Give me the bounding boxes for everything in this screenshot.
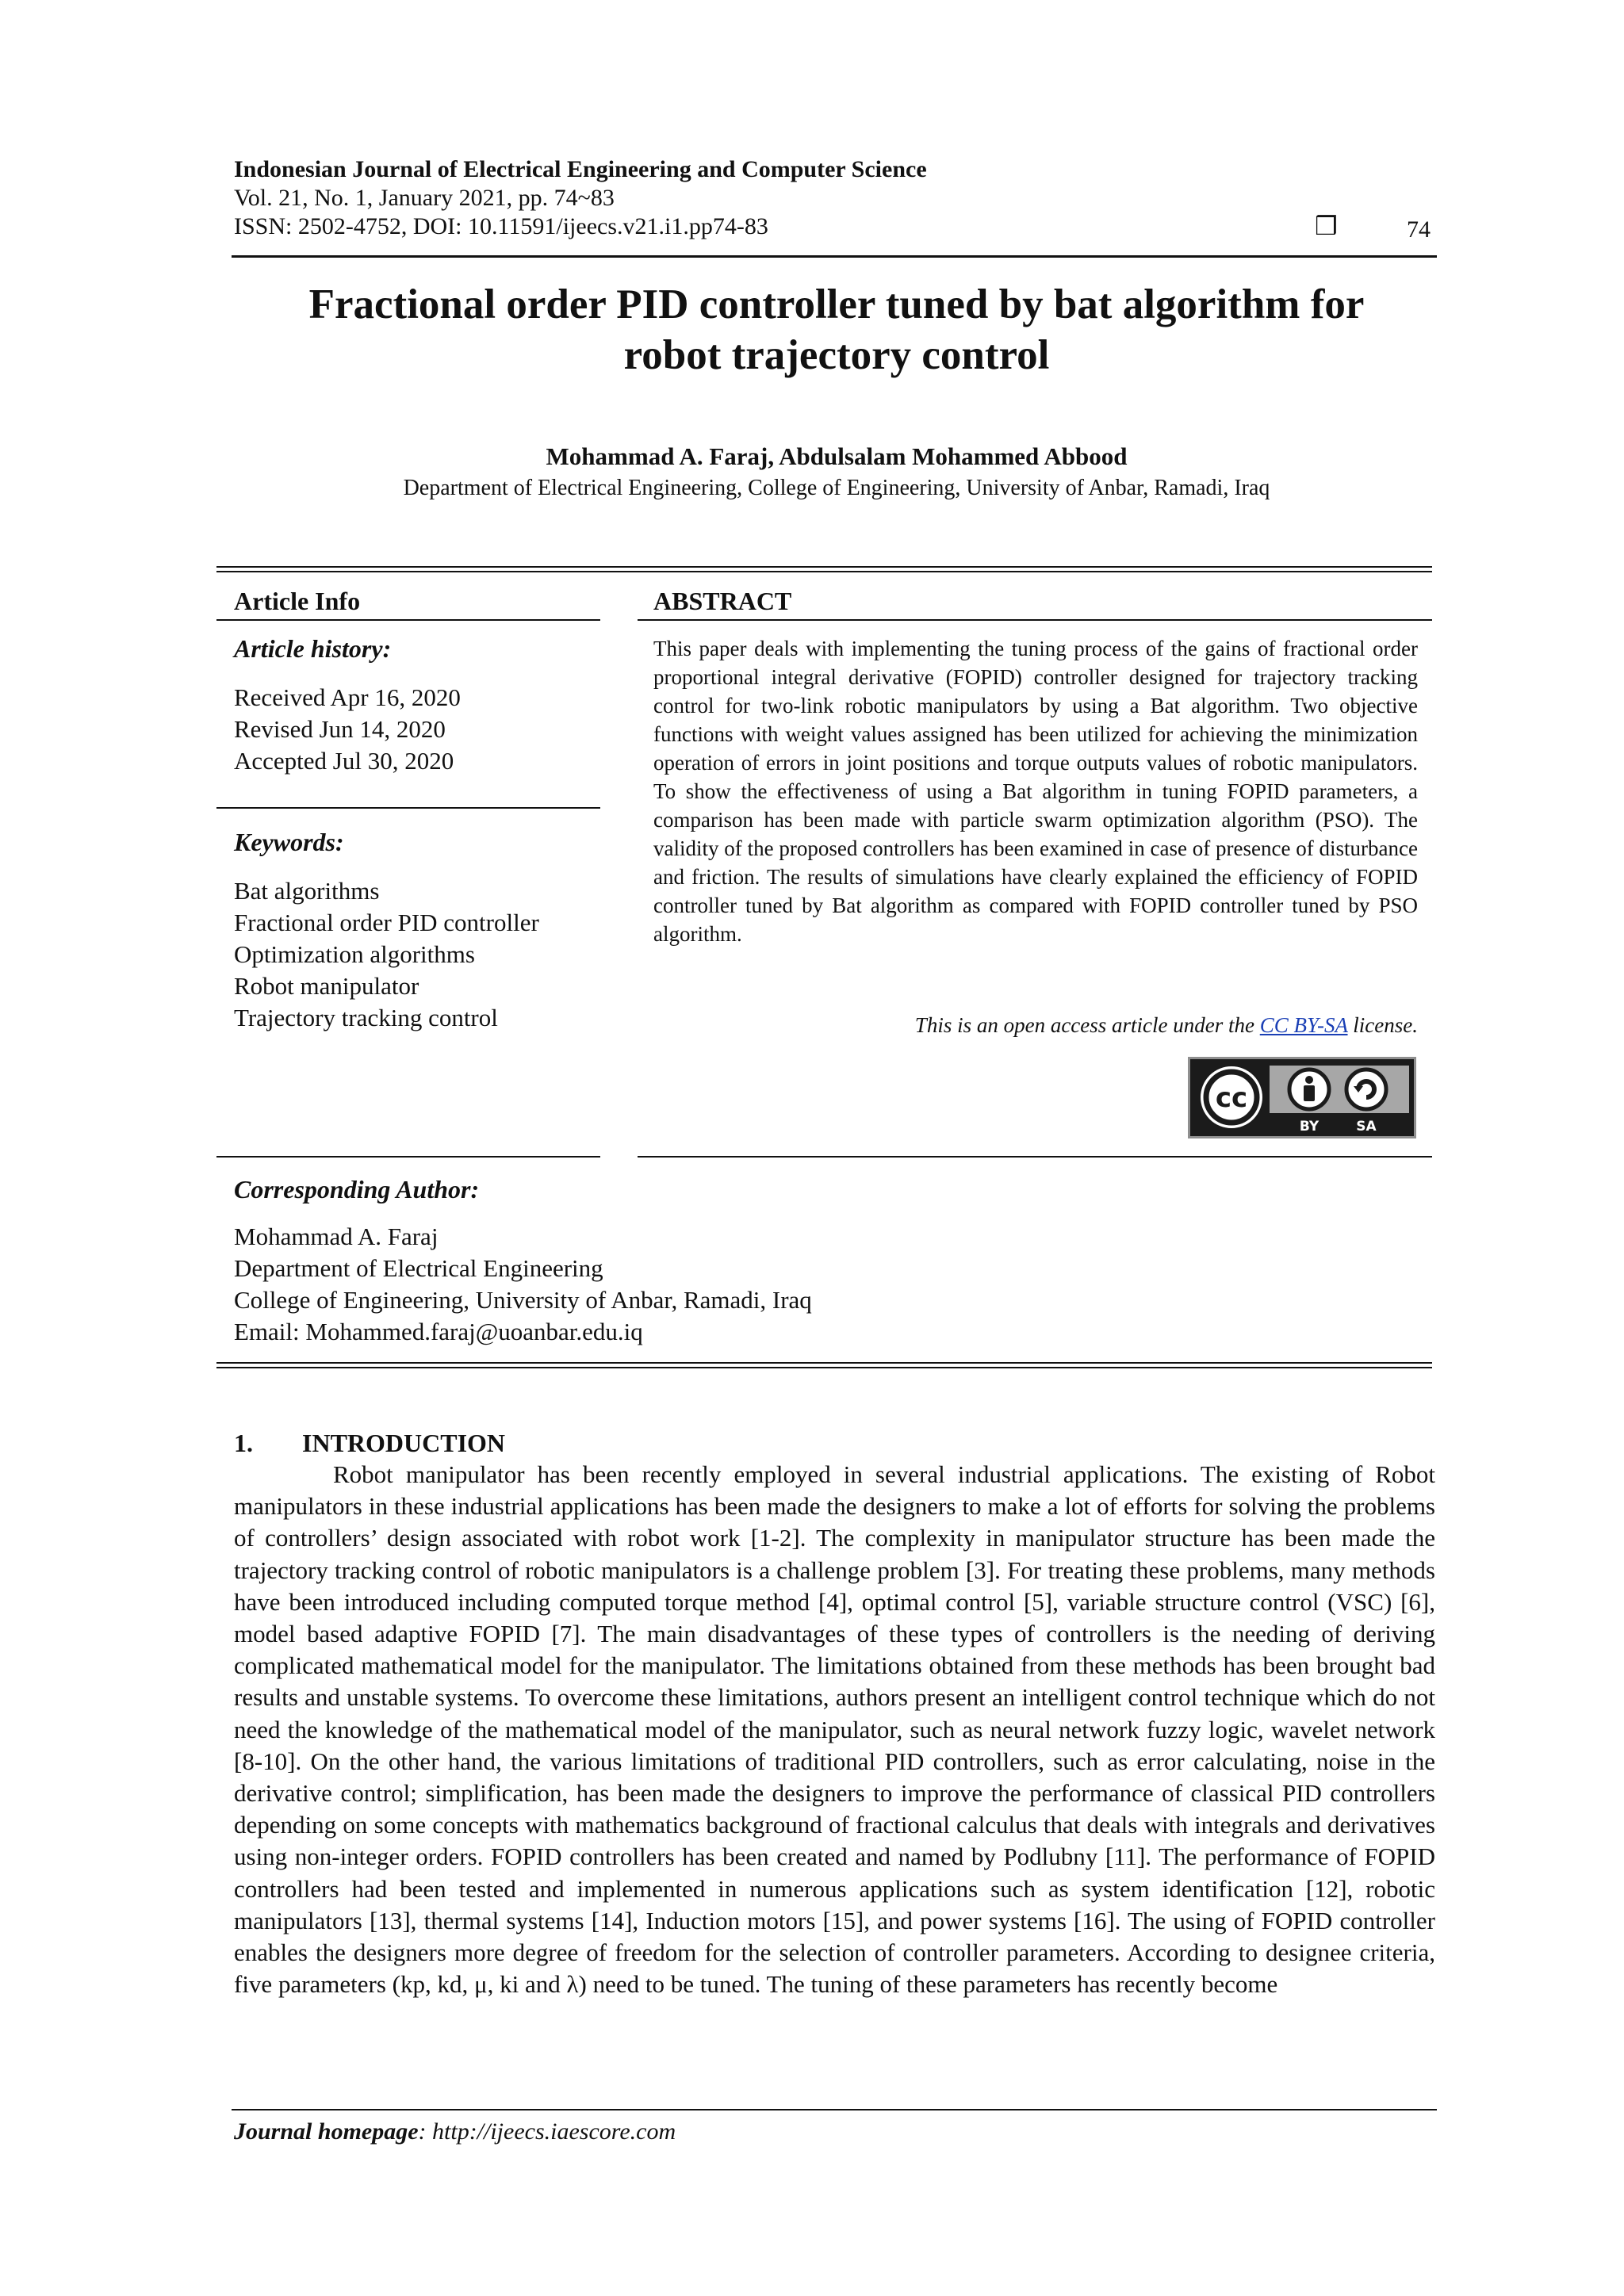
- introduction-paragraph: Robot manipulator has been recently employed in several industrial applications. The existing of Robot manipulators in these industrial applications has been made the designers to make a lot of efforts for solving the problems of controllers’ design associated with robot work [1-2]. The complexity in manipulator structure has been made the trajectory tracking control of robotic manipulators is a challenge problem [3]. For treating these problems, many methods have been introduced including computed torque method [4], optimal control [5], variable structure control (VSC) [6], model based adaptive FOPID [7]. The main disadvantages of these types of controllers is the needing of deriving complicated mathematical model for the manipulator. The limitations obtained from these methods has been brought bad results and unstable systems. To overcome these limitations, authors present an intelligent control technique which do not need the knowledge of the mathematical model of the manipulator, such as neural network fuzzy logic, wavelet network [8-10]. On the other hand, the various limitations of traditional PID controllers, such as error calculating, noise in the derivative control; simplification, has been made the designers to improve the performance of classical PID controllers depending on some concepts with mathematics background of fractional calculus that deals with integrals and derivatives using non-integer orders. FOPID controllers has been created and named by Podlubny [11]. The performance of FOPID controllers had been tested and implemented in numerous applications such as system identification [12], robotic manipulators [13], thermal systems [14], Induction motors [15], and power systems [16]. The using of FOPID controller enables the designers more degree of freedom for the selection of controller parameters. According to designee criteria, five parameters (kp, kd, μ, ki and λ) need to be tuned. The tuning of these parameters has recently become: [234, 1460, 1435, 1999]
- title-line-1: Fractional order PID controller tuned by bat algorithm for: [308, 281, 1365, 327]
- title-line-2: robot trajectory control: [623, 332, 1050, 378]
- corresponding-author-department: Department of Electrical Engineering: [234, 1254, 603, 1282]
- header-rule: [232, 255, 1437, 258]
- section-title: INTRODUCTION: [302, 1429, 506, 1457]
- sa-text: SA: [1356, 1119, 1377, 1135]
- abstract-heading: ABSTRACT: [653, 587, 792, 615]
- keyword: Optimization algorithms: [234, 940, 475, 968]
- issn-doi: ISSN: 2502-4752, DOI: 10.11591/ijeecs.v21.i1.pp74-83: [234, 213, 768, 239]
- corresponding-author-email: Email: Mohammed.faraj@uoanbar.edu.iq: [234, 1318, 643, 1345]
- revised-date: Revised Jun 14, 2020: [234, 715, 446, 743]
- homepage-label: Journal homepage: [234, 2118, 419, 2145]
- square-bullet-icon: ❒: [1315, 211, 1338, 241]
- introduction-body: [234, 1459, 1435, 2000]
- article-history: [234, 682, 461, 777]
- volume-info: Vol. 21, No. 1, January 2021, pp. 74~83: [234, 185, 615, 211]
- corresponding-author-name: Mohammad A. Faraj: [234, 1223, 439, 1250]
- journal-name: Indonesian Journal of Electrical Engineering and Computer Science: [234, 156, 927, 182]
- footer-rule: [232, 2109, 1437, 2110]
- by-text: BY: [1299, 1119, 1320, 1135]
- page-number: 74: [1407, 216, 1431, 243]
- affiliation: Department of Electrical Engineering, College of Engineering, University of Anbar, Ramadi, Iraq: [403, 476, 1270, 500]
- keyword: Fractional order PID controller: [234, 909, 539, 936]
- article-info-rule: [216, 619, 600, 621]
- keyword: Robot manipulator: [234, 972, 419, 1000]
- author-list: Mohammad A. Faraj, Abdulsalam Mohammed Abbood: [546, 442, 1128, 470]
- cc-by-sa-link[interactable]: CC BY-SA: [1259, 1013, 1348, 1037]
- cc-by-sa-badge[interactable]: [1188, 1057, 1416, 1138]
- license-suffix: license.: [1347, 1013, 1418, 1037]
- accepted-date: Accepted Jul 30, 2020: [234, 747, 454, 775]
- article-info-heading: Article Info: [234, 587, 361, 615]
- info-box-bottom-rule-2: [216, 1367, 1432, 1368]
- corresponding-author-college: College of Engineering, University of Anbar, Ramadi, Iraq: [234, 1286, 812, 1314]
- license-prefix: This is an open access article under the: [914, 1013, 1260, 1037]
- article-info-bottom-rule: [216, 1156, 600, 1158]
- article-history-label: Article history:: [234, 634, 392, 663]
- journal-homepage: [234, 2118, 676, 2145]
- license-notice: [653, 1013, 1418, 1038]
- info-box-top-rule-2: [216, 571, 1432, 572]
- received-date: Received Apr 16, 2020: [234, 683, 461, 711]
- history-keywords-rule: [216, 807, 600, 809]
- abstract-bottom-rule: [638, 1156, 1432, 1158]
- info-box-bottom-rule: [216, 1362, 1432, 1364]
- cc-text: cc: [1215, 1082, 1248, 1114]
- info-box-top-rule: [216, 566, 1432, 568]
- introduction-heading: [234, 1429, 505, 1458]
- homepage-url[interactable]: : http://ijeecs.iaescore.com: [418, 2118, 676, 2145]
- abstract-text: This paper deals with implementing the tuning process of the gains of fractional order proportional integral derivative (FOPID) controller designed for trajectory tracking control for two-link robotic manipulators by using a Bat algorithm. Two objective functions with weight values assigned has been utilized for achieving the minimization operation of errors in joint positions and torque outputs values of robotic manipulators. To show the effectiveness of using a Bat algorithm in tuning FOPID parameters, a comparison has been made with particle swarm optimization algorithm (PSO). The validity of the proposed controllers has been examined in case of presence of disturbance and friction. The results of simulations have clearly explained the efficiency of FOPID controller tuned by Bat algorithm as compared with FOPID controller tuned by PSO algorithm.: [653, 637, 1418, 946]
- keyword: Bat algorithms: [234, 877, 380, 905]
- cc-by-sa-logo: [1190, 1059, 1414, 1136]
- keywords-label: Keywords:: [234, 828, 344, 856]
- corresponding-author-label: Corresponding Author:: [234, 1175, 480, 1203]
- paper-title: [230, 279, 1443, 381]
- corresponding-author-details: [234, 1221, 812, 1348]
- section-number: 1.: [234, 1429, 253, 1457]
- keyword: Trajectory tracking control: [234, 1004, 498, 1031]
- keywords-list: [234, 875, 539, 1034]
- abstract-rule: [638, 619, 1432, 621]
- share-alike-icon: [1346, 1070, 1386, 1109]
